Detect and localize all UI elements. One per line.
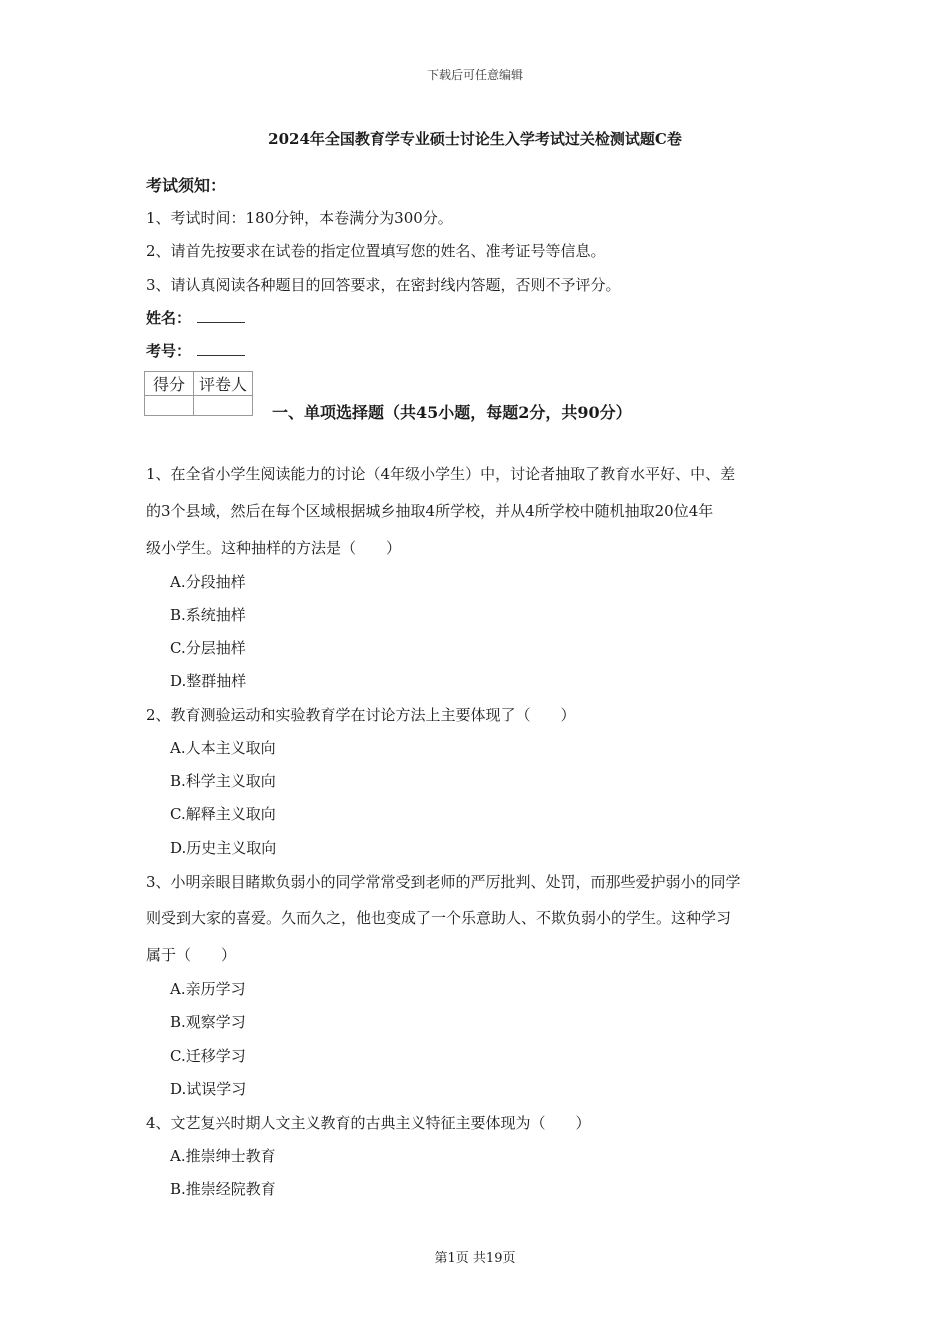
notice-item: 1、考试时间：180分钟，本卷满分为300分。 bbox=[146, 209, 453, 227]
score-cell[interactable] bbox=[145, 396, 194, 416]
question-line: 1、在全省小学生阅读能力的讨论（4年级小学生）中，讨论者抽取了教育水平好、中、差 bbox=[146, 465, 736, 483]
grader-cell[interactable] bbox=[194, 396, 253, 416]
option-a: A.亲历学习 bbox=[170, 980, 246, 998]
option-c: C.迁移学习 bbox=[170, 1047, 246, 1065]
notice-heading: 考试须知： bbox=[146, 176, 227, 195]
notice-item: 3、请认真阅读各种题目的回答要求，在密封线内答题，否则不予评分。 bbox=[146, 276, 621, 294]
option-d: D.试误学习 bbox=[170, 1080, 247, 1098]
question-line: 2、教育测验运动和实验教育学在讨论方法上主要体现了（ ） bbox=[146, 706, 576, 724]
option-a: A.分段抽样 bbox=[170, 573, 246, 591]
score-table bbox=[144, 371, 253, 416]
question-line: 属于（ ） bbox=[146, 946, 237, 964]
header-note: 下载后可任意编辑 bbox=[426, 68, 523, 82]
option-b: B.推崇经院教育 bbox=[170, 1180, 276, 1198]
page-number: 第1页 共19页 bbox=[434, 1251, 516, 1266]
id-label: 考号： bbox=[146, 342, 192, 360]
grader-header: 评卷人 bbox=[194, 372, 253, 396]
option-b: B.科学主义取向 bbox=[170, 772, 276, 790]
option-d: D.历史主义取向 bbox=[170, 839, 277, 857]
score-header: 得分 bbox=[145, 372, 194, 396]
question-line: 3、小明亲眼目睹欺负弱小的同学常常受到老师的严厉批判、处罚，而那些爱护弱小的同学 bbox=[146, 873, 741, 891]
option-b: B.系统抽样 bbox=[170, 606, 246, 624]
question-line: 4、文艺复兴时期人文主义教育的古典主义特征主要体现为（ ） bbox=[146, 1114, 591, 1132]
section-title: 一、单项选择题（共45小题，每题2分，共90分） bbox=[272, 403, 632, 422]
notice-item: 2、请首先按要求在试卷的指定位置填写您的姓名、准考证号等信息。 bbox=[146, 242, 606, 260]
name-blank[interactable] bbox=[197, 310, 245, 323]
option-c: C.解释主义取向 bbox=[170, 805, 276, 823]
option-c: C.分层抽样 bbox=[170, 639, 246, 657]
question-line: 的3个县域，然后在每个区域根据城乡抽取4所学校，并从4所学校中随机抽取20位4年 bbox=[146, 502, 714, 520]
name-label: 姓名： bbox=[146, 309, 192, 327]
name-field bbox=[146, 307, 245, 328]
option-a: A.推崇绅士教育 bbox=[170, 1147, 276, 1165]
id-blank[interactable] bbox=[197, 343, 245, 356]
option-a: A.人本主义取向 bbox=[170, 739, 276, 757]
question-line: 级小学生。这种抽样的方法是（ ） bbox=[146, 539, 402, 557]
question-line: 则受到大家的喜爱。久而久之，他也变成了一个乐意助人、不欺负弱小的学生。这种学习 bbox=[146, 909, 732, 927]
option-d: D.整群抽样 bbox=[170, 672, 247, 690]
exam-title: 2024年全国教育学专业硕士讨论生入学考试过关检测试题C卷 bbox=[268, 130, 682, 148]
id-field bbox=[146, 340, 245, 361]
option-b: B.观察学习 bbox=[170, 1013, 246, 1031]
